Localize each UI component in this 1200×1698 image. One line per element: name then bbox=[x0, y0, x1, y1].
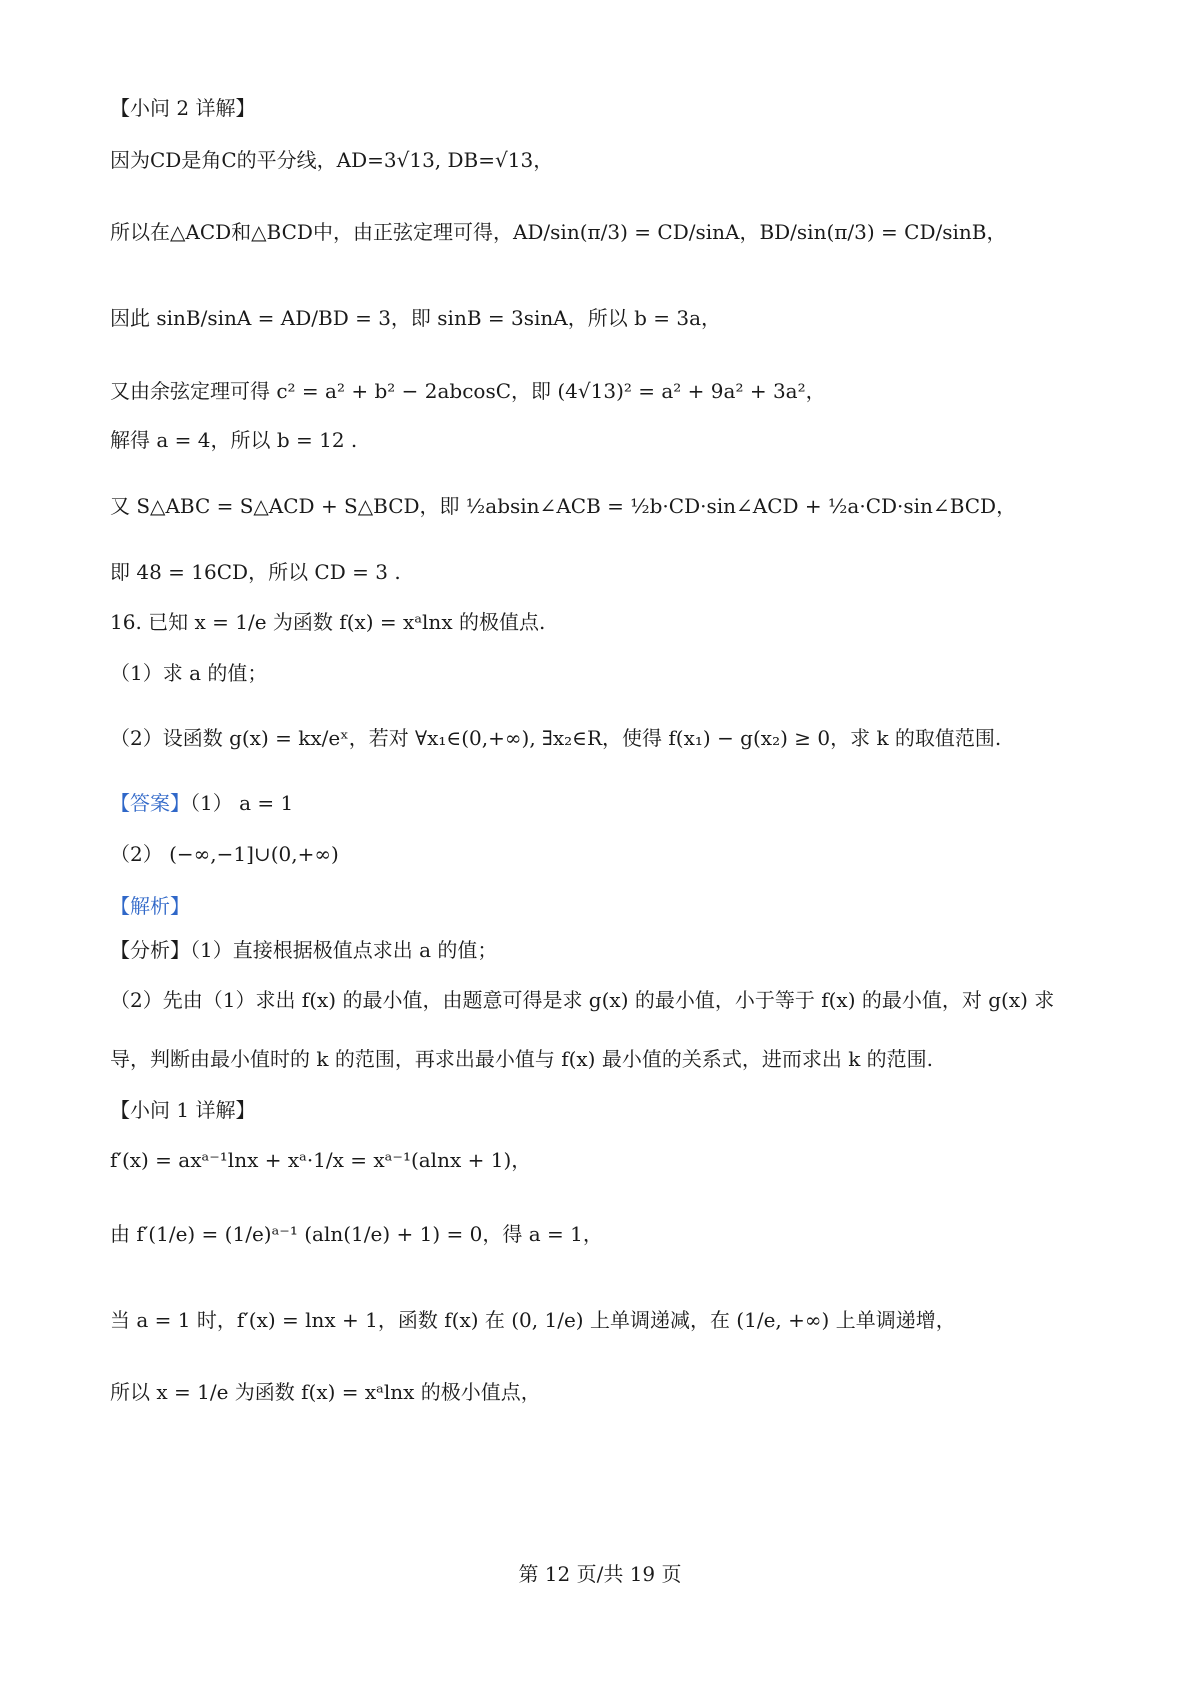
page-footer: 第 12 页/共 19 页 bbox=[518, 1562, 682, 1586]
answer-line-2: （2） (−∞,−1]∪(0,+∞) bbox=[110, 842, 339, 866]
answer-line bbox=[110, 793, 293, 813]
text-line: 由 f′(1/e) = (1/e)ᵃ⁻¹ (aln(1/e) + 1) = 0，得 a = 1， bbox=[110, 1222, 603, 1246]
text-line: （2）先由（1）求出 f(x) 的最小值，由题意可得是求 g(x) 的最小值，小于等于 f(x) 的最小值，对 g(x) 求 bbox=[110, 988, 1055, 1012]
text-line: 所以 x = 1/e 为函数 f(x) = xᵃlnx 的极小值点， bbox=[110, 1380, 541, 1404]
text-line: 解得 a = 4，所以 b = 12 . bbox=[110, 428, 358, 452]
answer-text: （1） a = 1 bbox=[190, 791, 294, 815]
analysis-label: 【解析】 bbox=[110, 894, 190, 918]
text-line: 当 a = 1 时，f′(x) = lnx + 1，函数 f(x) 在 (0, 1/e) 上单调递减，在 (1/e, +∞) 上单调递增， bbox=[110, 1308, 956, 1332]
text-line: 因此 sinB/sinA = AD/BD = 3，即 sinB = 3sinA，所以 b = 3a， bbox=[110, 306, 721, 330]
text-line: 所以在△ACD和△BCD中，由正弦定理可得，AD/sin(π/3) = CD/sinA，BD/sin(π/3) = CD/sinB， bbox=[110, 220, 1007, 244]
heading-sub1: 【小问 1 详解】 bbox=[110, 1098, 256, 1122]
text-line: 又 S△ABC = S△ACD + S△BCD，即 ½absin∠ACB = ½b·CD·sin∠ACD + ½a·CD·sin∠BCD， bbox=[110, 494, 1017, 518]
analysis-line bbox=[110, 896, 190, 916]
text-line: 即 48 = 16CD，所以 CD = 3 . bbox=[110, 560, 401, 584]
problem-16-part1: （1）求 a 的值； bbox=[110, 661, 268, 685]
text-line: 又由余弦定理可得 c² = a² + b² − 2abcosC，即 (4√13)² = a² + 9a² + 3a²， bbox=[110, 379, 826, 403]
problem-16-statement: 16. 已知 x = 1/e 为函数 f(x) = xᵃlnx 的极值点. bbox=[110, 610, 546, 634]
text-line: f′(x) = axᵃ⁻¹lnx + xᵃ·1/x = xᵃ⁻¹(alnx + 1)， bbox=[110, 1148, 532, 1172]
heading-sub2: 【小问 2 详解】 bbox=[110, 96, 256, 120]
answer-label: 【答案】 bbox=[110, 791, 190, 815]
text-line: 【分析】（1）直接根据极值点求出 a 的值； bbox=[110, 938, 498, 962]
text-line: 因为CD是角C的平分线，AD=3√13, DB=√13， bbox=[110, 148, 554, 172]
problem-16-part2: （2）设函数 g(x) = kx/eˣ，若对 ∀x₁∈(0,+∞), ∃x₂∈R，使得 f(x₁) − g(x₂) ≥ 0，求 k 的取值范围. bbox=[110, 726, 1002, 750]
text-line: 导，判断由最小值时的 k 的范围，再求出最小值与 f(x) 最小值的关系式，进而求出 k 的范围. bbox=[110, 1047, 934, 1071]
